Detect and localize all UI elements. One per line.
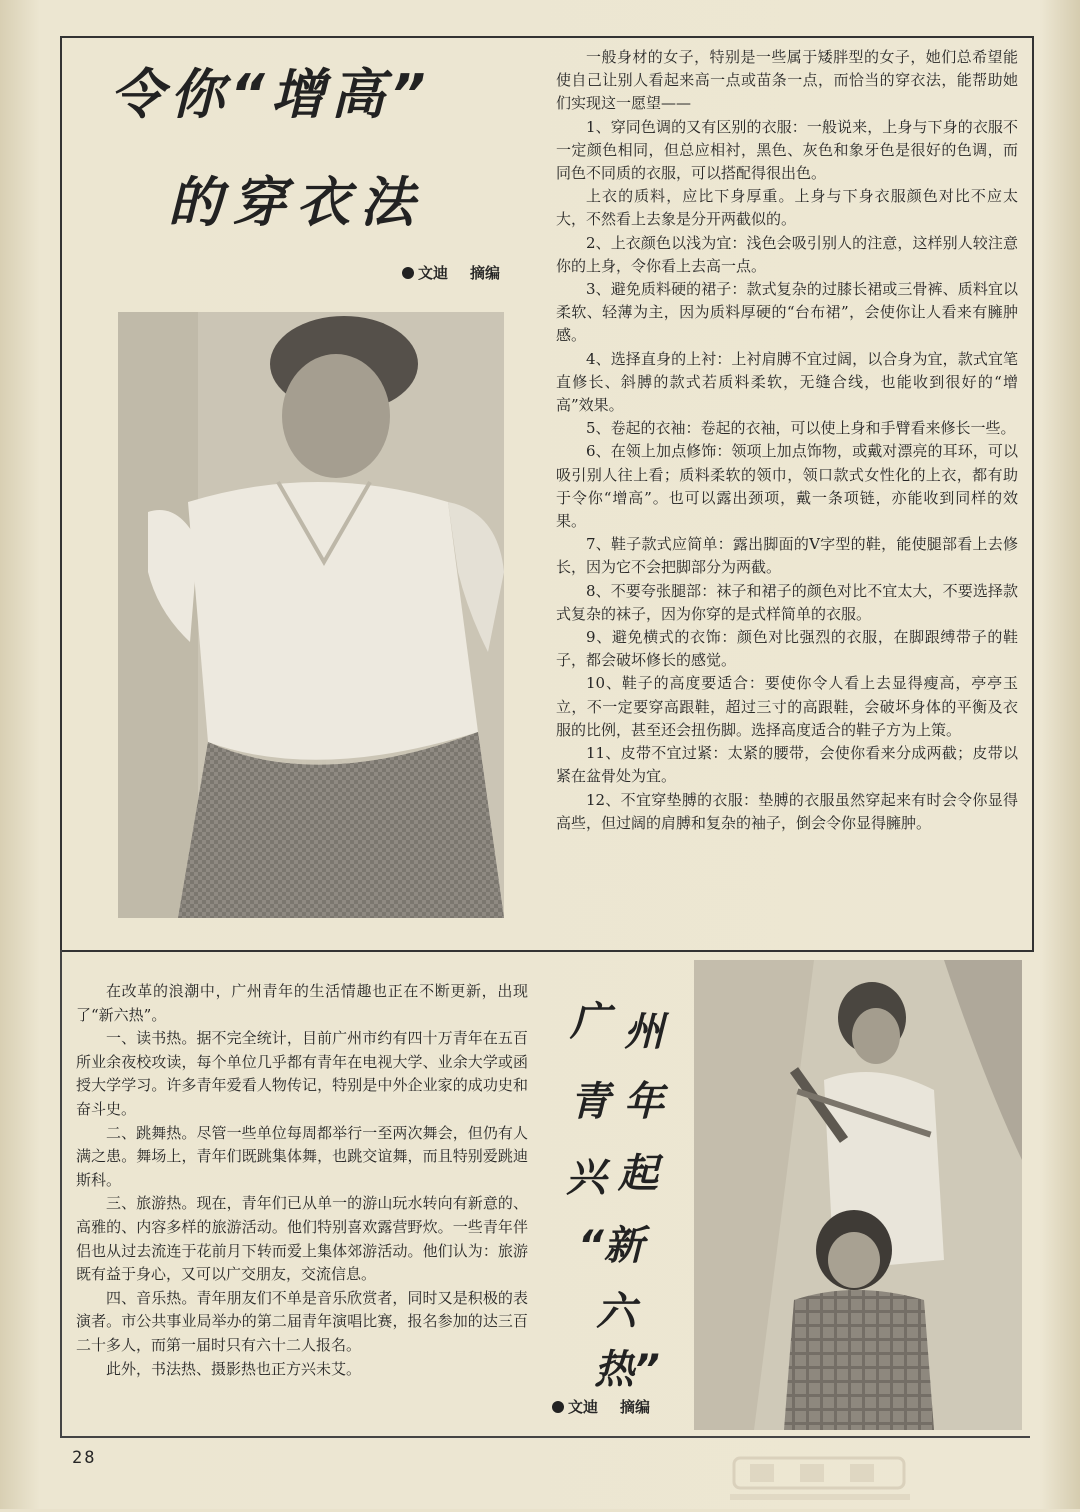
byline-author: 文迪: [568, 1398, 599, 1416]
article1-paragraph: 5、卷起的衣袖：卷起的衣袖，可以使上身和手臂看来修长一些。: [586, 419, 1016, 438]
article1-title-line2: 的穿衣法: [168, 171, 424, 234]
article1-paragraph: 3、避免质料硬的裙子：款式复杂的过膝长裙或三骨裤、质料宜以柔软、轻薄为主，因为质料厚硬的“台布裙”，会使你让人看来有臃肿感。: [556, 280, 1018, 345]
article2-paragraph: 一、读书热。据不完全统计，目前广州市约有四十万青年在五百所业余夜校攻读，每个单位几乎都有青年在电视大学、业余大学或函授大学学习。许多青年爱看人物传记，特别是中外企业家的成功史和奋斗史。: [76, 1029, 528, 1118]
article1-paragraph: 1、穿同色调的又有区别的衣服：一般说来，上身与下身的衣服不一定颜色相同，但总应相衬，黑色、灰色和象牙色是很好的色调，而同色不同质的衣服，可以搭配得很出色。: [556, 117, 1018, 183]
article2-paragraph: 此外，书法热、摄影热也正方兴未艾。: [106, 1359, 362, 1378]
article2-paragraph: 三、旅游热。现在，青年们已从单一的游山玩水转向有新意的、高雅的、内容多样的旅游活动。他们特别喜欢露营野炊。一些青年伴侣也从过去流连于花前月下转而爱上集体郊游活动。他们认为：旅游既有益于身心，又可以广交朋友，交流信息。: [76, 1194, 528, 1284]
article1-paragraph: 10、鞋子的高度要适合：要使你令人看上去显得瘦高，亭亭玉立，不一定要穿高跟鞋，超过三寸的高跟鞋，会破坏身体的平衡及衣服的比例，甚至还会扭伤脚。选择高度适合的鞋子方为上策。: [556, 674, 1018, 739]
article1-paragraph: 一般身材的女子，特别是一些属于矮胖型的女子，她们总希望能使自己让别人看起来高一点或苗条一点，而恰当的穿衣法，能帮助她们实现这一愿望——: [556, 48, 1018, 113]
article2-title-char: 州: [624, 1009, 664, 1055]
watermark-logo-mark: [720, 1452, 940, 1508]
byline-role: 摘编: [470, 264, 501, 282]
article2-title-char: 热”: [594, 1347, 660, 1393]
byline-role: 摘编: [620, 1398, 651, 1416]
youth-photo-illustration: [694, 960, 1022, 1430]
article2-body: [76, 980, 528, 1381]
article1-paragraph: 8、不要夸张腿部：袜子和裙子的颜色对比不宜太大，不要选择款式复杂的袜子，因为你穿的是式样简单的衣服。: [556, 581, 1018, 623]
article1-paragraph: 11、皮带不宜过紧：太紧的腰带，会使你看来分成两截；皮带以紧在盆骨处为宜。: [556, 744, 1018, 786]
article2-paragraph: 二、跳舞热。尽管一些单位每周都举行一至两次舞会，但仍有人满之患。舞场上，青年们既跳集体舞，也跳交谊舞，而且特别爱跳迪斯科。: [76, 1123, 528, 1189]
article1-body: [556, 46, 1018, 835]
article2-title-char: 六: [596, 1289, 636, 1335]
article1-paragraph: 7、鞋子款式应简单：露出脚面的V字型的鞋，能使腿部看上去修长，因为它不会把脚部分为两截。: [556, 535, 1018, 577]
article2-paragraph: 四、音乐热。青年朋友们不单是音乐欣赏者，同时又是积极的表演者。市公共事业局举办的第二届青年演唱比赛，报名参加的达三百二十多人，而第一届时只有六十二人报名。: [76, 1288, 528, 1354]
article2-byline: [552, 1396, 650, 1417]
article1-paragraph: 9、避免横式的衣饰：颜色对比强烈的衣服，在脚跟缚带子的鞋子，都会破坏修长的感觉。: [556, 628, 1018, 670]
page-number: 28: [72, 1448, 97, 1468]
article1-paragraph: 12、不宜穿垫膊的衣服：垫膊的衣服虽然穿起来有时会令你显得高些，但过阔的肩膊和复杂的袖子，倒会令你显得臃肿。: [556, 790, 1018, 832]
article2-title: [566, 990, 676, 1393]
watermark-logo: [720, 1452, 940, 1508]
fashion-photo-illustration: [118, 312, 504, 918]
article1-byline: [402, 262, 500, 283]
article2-title-char: 广: [570, 999, 610, 1045]
youth-hobbies-photo: [694, 960, 1022, 1430]
article2-title-char: “新: [578, 1223, 644, 1269]
fashion-photo-woman: [118, 312, 504, 918]
article1-paragraph: 2、上衣颜色以浅为宜：浅色会吸引别人的注意，这样别人较注意你的上身，令你看上去高一点。: [556, 233, 1018, 275]
article1-paragraph: 6、在领上加点修饰：领项上加点饰物，或戴对漂亮的耳环，可以吸引别人往上看；质料柔软的领巾，领口款式女性化的上衣，都有助于令你“增高”。也可以露出颈项，戴一条项链，亦能收到同样的效果。: [556, 442, 1018, 531]
bullet-dot-icon: [402, 267, 414, 279]
article2-title-char: 青: [570, 1079, 610, 1125]
byline-author: 文迪: [418, 264, 449, 282]
article2-title-char: 兴: [566, 1155, 606, 1201]
article2-title-char: 起: [618, 1151, 658, 1197]
article2-paragraph: 在改革的浪潮中，广州青年的生活情趣也正在不断更新，出现了“新六热”。: [76, 982, 528, 1024]
bullet-dot-icon: [552, 1401, 564, 1413]
article1-paragraph: 4、选择直身的上衬：上衬肩膊不宜过阔，以合身为宜，款式宜笔直修长、斜膊的款式若质料柔软，无缝合线，也能收到很好的“增高”效果。: [556, 349, 1018, 415]
article1-title-line1: 令你“增高”: [110, 63, 432, 126]
article2-title-char: 年: [624, 1079, 664, 1125]
article1-paragraph: 上衣的质料，应比下身厚重。上身与下身衣服颜色对比不应太大，不然看上去象是分开两截似的。: [556, 187, 1018, 229]
